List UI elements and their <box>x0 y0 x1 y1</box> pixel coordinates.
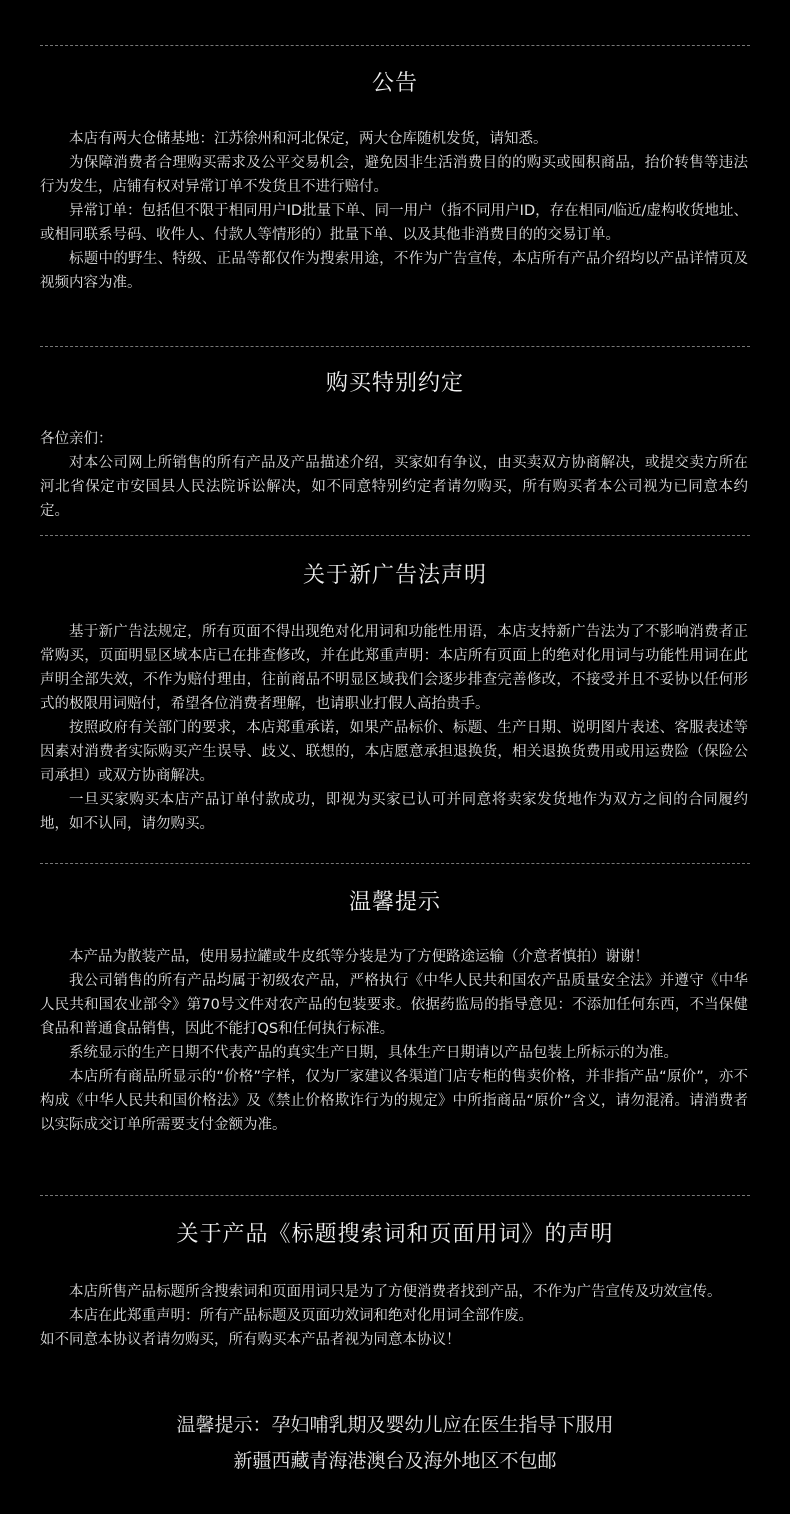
paragraph: 本店有两大仓储基地：江苏徐州和河北保定，两大仓库随机发货，请知悉。 <box>69 131 548 147</box>
paragraph: 为保障消费者合理购买需求及公平交易机会，避免因非生活消费目的的购买或囤积商品，抬价转售等违法行为发生，店铺有权对异常订单不发货且不进行赔付。 <box>40 155 748 195</box>
paragraph: 系统显示的生产日期不代表产品的真实生产日期，具体生产日期请以产品包装上所标示的为准。 <box>69 1045 678 1061</box>
paragraph: 本店所有商品所显示的“价格”字样，仅为厂家建议各渠道门店专柜的售卖价格，并非指产品“原价”，亦不构成《中华人民共和国价格法》及《禁止价格欺诈行为的规定》中所指商品“原价”含义，请勿混淆。请消费者以实际成交订单所需要支付金额为准。 <box>40 1069 748 1133</box>
footer-notice <box>0 1407 790 1479</box>
title-keywords-heading: 关于产品《标题搜索词和页面用词》的声明 <box>176 1222 614 1247</box>
paragraph: 本产品为散装产品，使用易拉罐或牛皮纸等分装是为了方便路途运输（介意者慎拍）谢谢！ <box>69 949 649 965</box>
greeting: 各位亲们： <box>40 431 113 447</box>
tips-body <box>40 945 748 1137</box>
purchase-agreement-heading: 购买特别约定 <box>325 371 464 396</box>
paragraph: 对本公司网上所销售的所有产品及产品描述介绍，买家如有争议，由买卖双方协商解决，或提交卖方所在河北省保定市安国县人民法院诉讼解决，如不同意特别约定者请勿购买，所有购买者本公司视为已同意本约定。 <box>40 455 748 519</box>
paragraph: 标题中的野生、特级、正品等都仅作为搜索用途，不作为广告宣传，本店所有产品介绍均以产品详情页及视频内容为准。 <box>40 251 748 291</box>
paragraph: 我公司销售的所有产品均属于初级农产品，严格执行《中华人民共和国农产品质量安全法》并遵守《中华人民共和国农业部令》第70号文件对农产品的包装要求。依据药监局的指导意见：不添加任何东西，不当保健食品和普通食品销售，因此不能打QS和任何执行标准。 <box>40 973 748 1037</box>
announcement-body <box>40 127 748 295</box>
section-divider <box>40 45 750 46</box>
section-divider <box>40 1195 750 1196</box>
section-divider <box>40 346 750 347</box>
paragraph: 一旦买家购买本店产品订单付款成功，即视为买家已认可并同意将卖家发货地作为双方之间的合同履约地，如不认同，请勿购买。 <box>40 792 748 832</box>
tips-heading: 温馨提示 <box>348 890 441 915</box>
paragraph: 异常订单：包括但不限于相同用户ID批量下单、同一用户（指不同用户ID，存在相同/临近/虚构收货地址、或相同联系号码、收件人、付款人等情形的）批量下单、以及其他非消费目的的交易订单。 <box>40 203 748 243</box>
title-keywords-body <box>40 1280 748 1352</box>
section-divider <box>40 863 750 864</box>
paragraph: 本店在此郑重声明：所有产品标题及页面功效词和绝对化用词全部作废。 <box>69 1308 533 1324</box>
paragraph: 按照政府有关部门的要求，本店郑重承诺，如果产品标价、标题、生产日期、说明图片表述、客服表述等因素对消费者实际购买产生误导、歧义、联想的，本店愿意承担退换货，相关退换货费用或用运费险（保险公司承担）或双方协商解决。 <box>40 720 748 784</box>
paragraph: 本店所售产品标题所含搜索词和页面用词只是为了方便消费者找到产品，不作为广告宣传及功效宣传。 <box>69 1284 722 1300</box>
purchase-agreement-body <box>40 427 748 523</box>
announcement-heading: 公告 <box>371 71 418 96</box>
paragraph: 基于新广告法规定，所有页面不得出现绝对化用词和功能性用语，本店支持新广告法为了不影响消费者正常购买，页面明显区域本店已在排查修改，并在此郑重声明：本店所有页面上的绝对化用词与功能性用词在此声明全部失效，不作为赔付理由，往前商品不明显区域我们会逐步排查完善修改，不接受并且不妥协以任何形式的极限用词赔付，希望各位消费者理解，也请职业打假人高抬贵手。 <box>40 624 748 712</box>
ad-law-heading: 关于新广告法声明 <box>302 563 487 588</box>
section-divider <box>40 535 750 536</box>
closing-statement: 如不同意本协议者请勿购买，所有购买本产品者视为同意本协议！ <box>40 1332 461 1348</box>
ad-law-body <box>40 620 748 836</box>
footer-line-pregnancy: 温馨提示：孕妇哺乳期及婴幼儿应在医生指导下服用 <box>176 1414 614 1436</box>
footer-line-shipping: 新疆西藏青海港澳台及海外地区不包邮 <box>233 1450 557 1472</box>
